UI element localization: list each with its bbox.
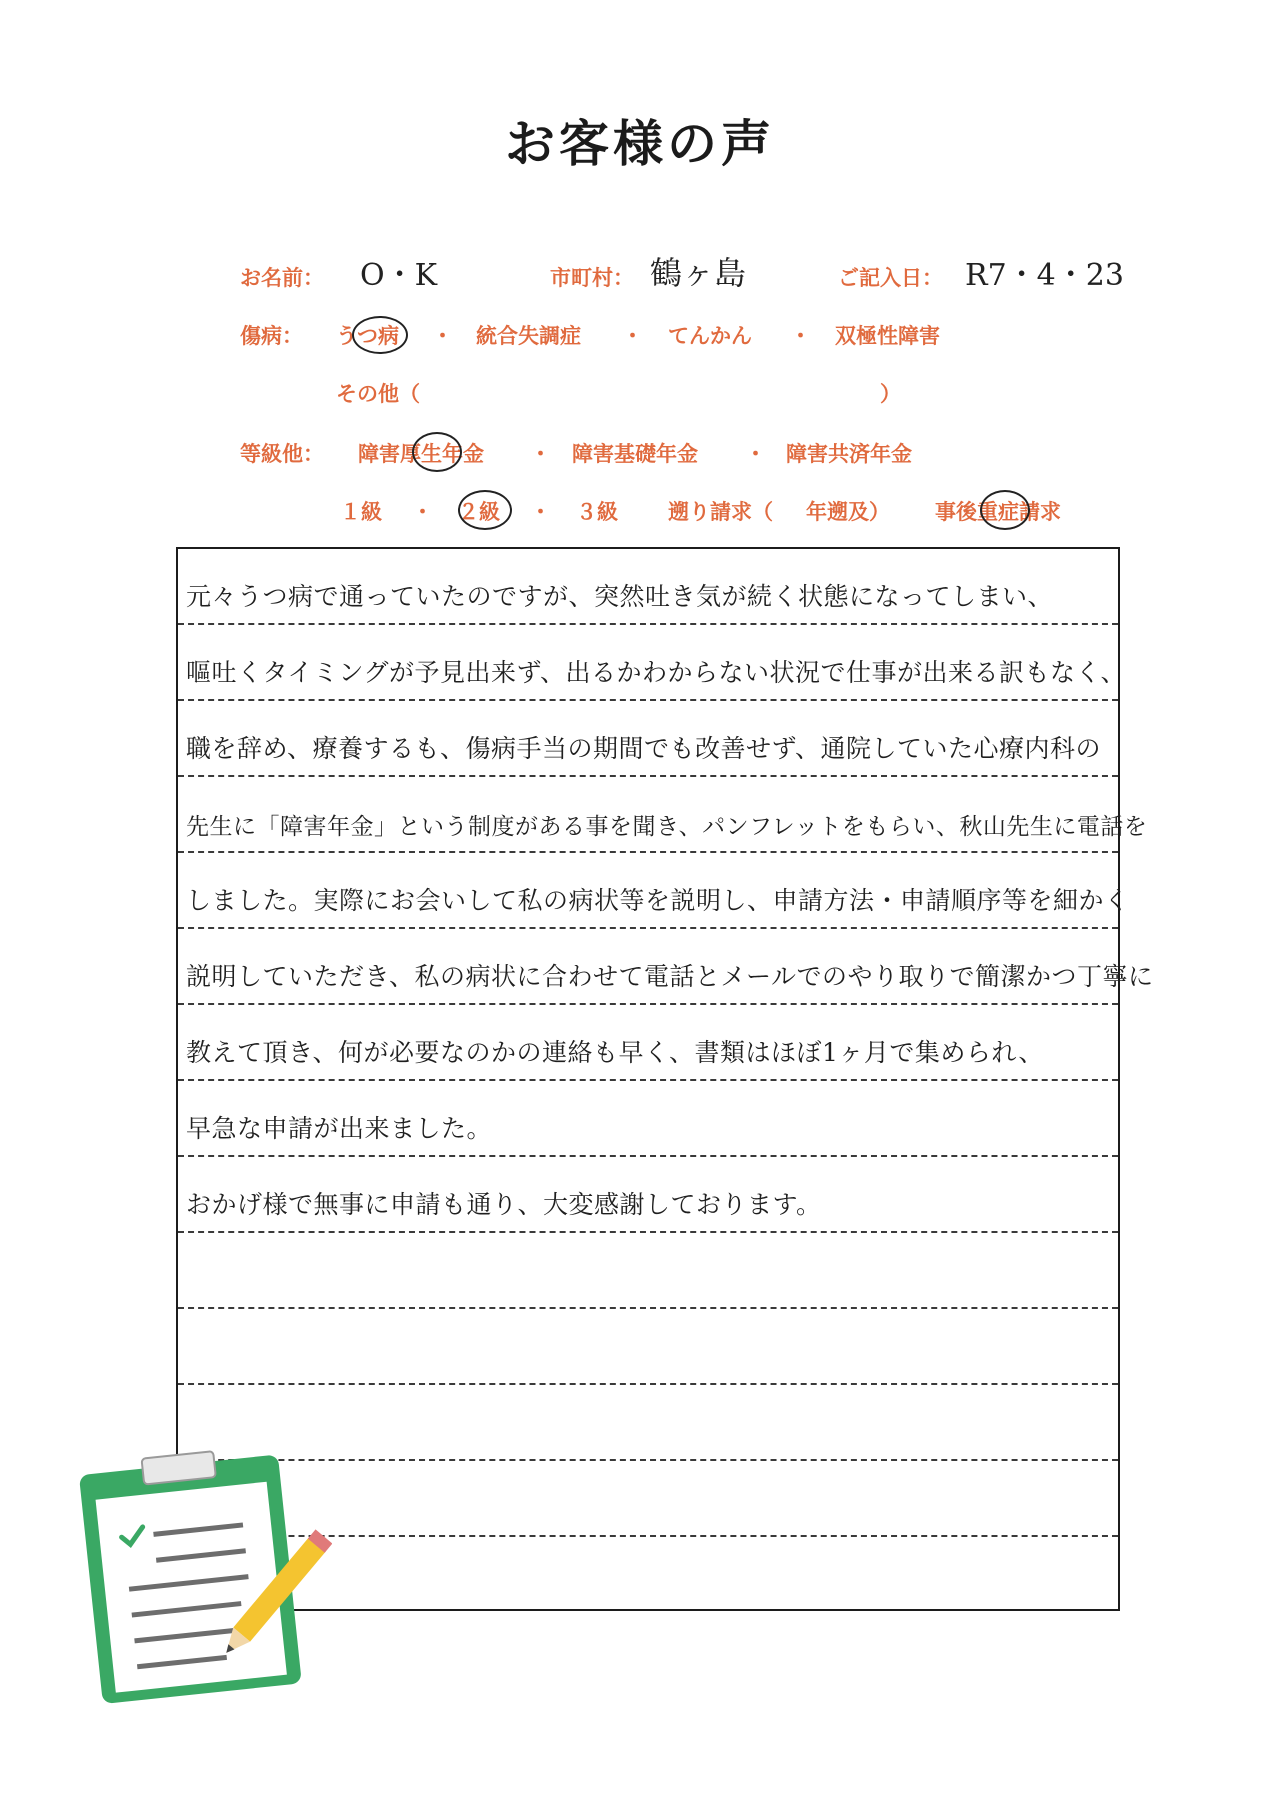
disease-other-label: その他（ bbox=[336, 382, 420, 406]
pension-option-employee: 障害厚生年金 bbox=[358, 442, 484, 466]
comment-text: 元々うつ病で通っていたのですが、突然吐き気が続く状態になってしまい、 bbox=[186, 582, 1054, 611]
grade-option-2: ２級 bbox=[458, 500, 500, 524]
separator: ・ bbox=[790, 324, 811, 348]
comment-text: 早急な申請が出来ました。 bbox=[186, 1114, 493, 1143]
disease-label: 傷病： bbox=[240, 324, 303, 348]
disease-other-close: ） bbox=[880, 382, 901, 406]
pension-option-basic: 障害基礎年金 bbox=[572, 442, 698, 466]
disease-option-schizophrenia: 統合失調症 bbox=[476, 324, 581, 348]
separator: ・ bbox=[530, 442, 551, 466]
comment-line bbox=[178, 1309, 1118, 1385]
disease-option-depression: うつ病 bbox=[336, 324, 399, 348]
separator: ・ bbox=[412, 500, 433, 524]
clipboard-icon bbox=[72, 1445, 332, 1709]
separator: ・ bbox=[432, 324, 453, 348]
city-value: 鶴ヶ島 bbox=[650, 254, 747, 292]
comment-text: 先生に「障害年金」という制度がある事を聞き、パンフレットをもらい、秋山先生に電話を bbox=[186, 814, 1148, 840]
pension-option-mutual: 障害共済年金 bbox=[786, 442, 912, 466]
comment-line bbox=[178, 549, 1118, 625]
name-value: O・K bbox=[360, 258, 438, 293]
separator: ・ bbox=[622, 324, 643, 348]
separator: ・ bbox=[530, 500, 551, 524]
comment-text: しました。実際にお会いして私の病状等を説明し、申請方法・申請順序等を細かく bbox=[186, 886, 1130, 915]
page-title: お客様の声 bbox=[505, 115, 775, 173]
comment-text: 嘔吐くタイミングが予見出来ず、出るかわからない状況で仕事が出来る訳もなく、 bbox=[186, 658, 1127, 687]
comment-line bbox=[178, 853, 1130, 929]
claim-option-retroactive: 遡り請求（ bbox=[668, 500, 773, 524]
disease-option-bipolar: 双極性障害 bbox=[835, 324, 940, 348]
comment-line bbox=[178, 701, 1118, 777]
comment-text: 教えて頂き、何が必要なのかの連絡も早く、書類はほぼ1ヶ月で集められ、 bbox=[186, 1038, 1044, 1067]
date-label: ご記入日： bbox=[838, 266, 943, 290]
claim-option-retroactive-years: 年遡及） bbox=[806, 500, 890, 524]
comment-line bbox=[178, 1081, 1118, 1157]
comment-line bbox=[178, 1005, 1118, 1081]
comment-line bbox=[178, 777, 1148, 853]
grade-option-1: １級 bbox=[340, 500, 382, 524]
name-label: お名前： bbox=[240, 266, 324, 290]
disease-option-epilepsy: てんかん bbox=[668, 324, 752, 348]
comment-text: 説明していただき、私の病状に合わせて電話とメールでのやり取りで簡潔かつ丁寧に bbox=[186, 962, 1154, 991]
comment-line bbox=[178, 1233, 1118, 1309]
claim-option-post-severe: 事後重症請求 bbox=[935, 500, 1061, 524]
separator: ・ bbox=[745, 442, 766, 466]
grade-option-3: ３級 bbox=[576, 500, 618, 524]
grade-label: 等級他： bbox=[240, 442, 324, 466]
city-label: 市町村： bbox=[550, 266, 634, 290]
comment-text: 職を辞め、療養するも、傷病手当の期間でも改善せず、通院していた心療内科の bbox=[186, 734, 1102, 763]
comment-line bbox=[178, 625, 1127, 701]
comment-line bbox=[178, 1157, 1118, 1233]
comment-text: おかげ様で無事に申請も通り、大変感謝しております。 bbox=[186, 1190, 822, 1219]
date-value: R7・4・23 bbox=[965, 258, 1124, 293]
comment-line bbox=[178, 929, 1154, 1005]
